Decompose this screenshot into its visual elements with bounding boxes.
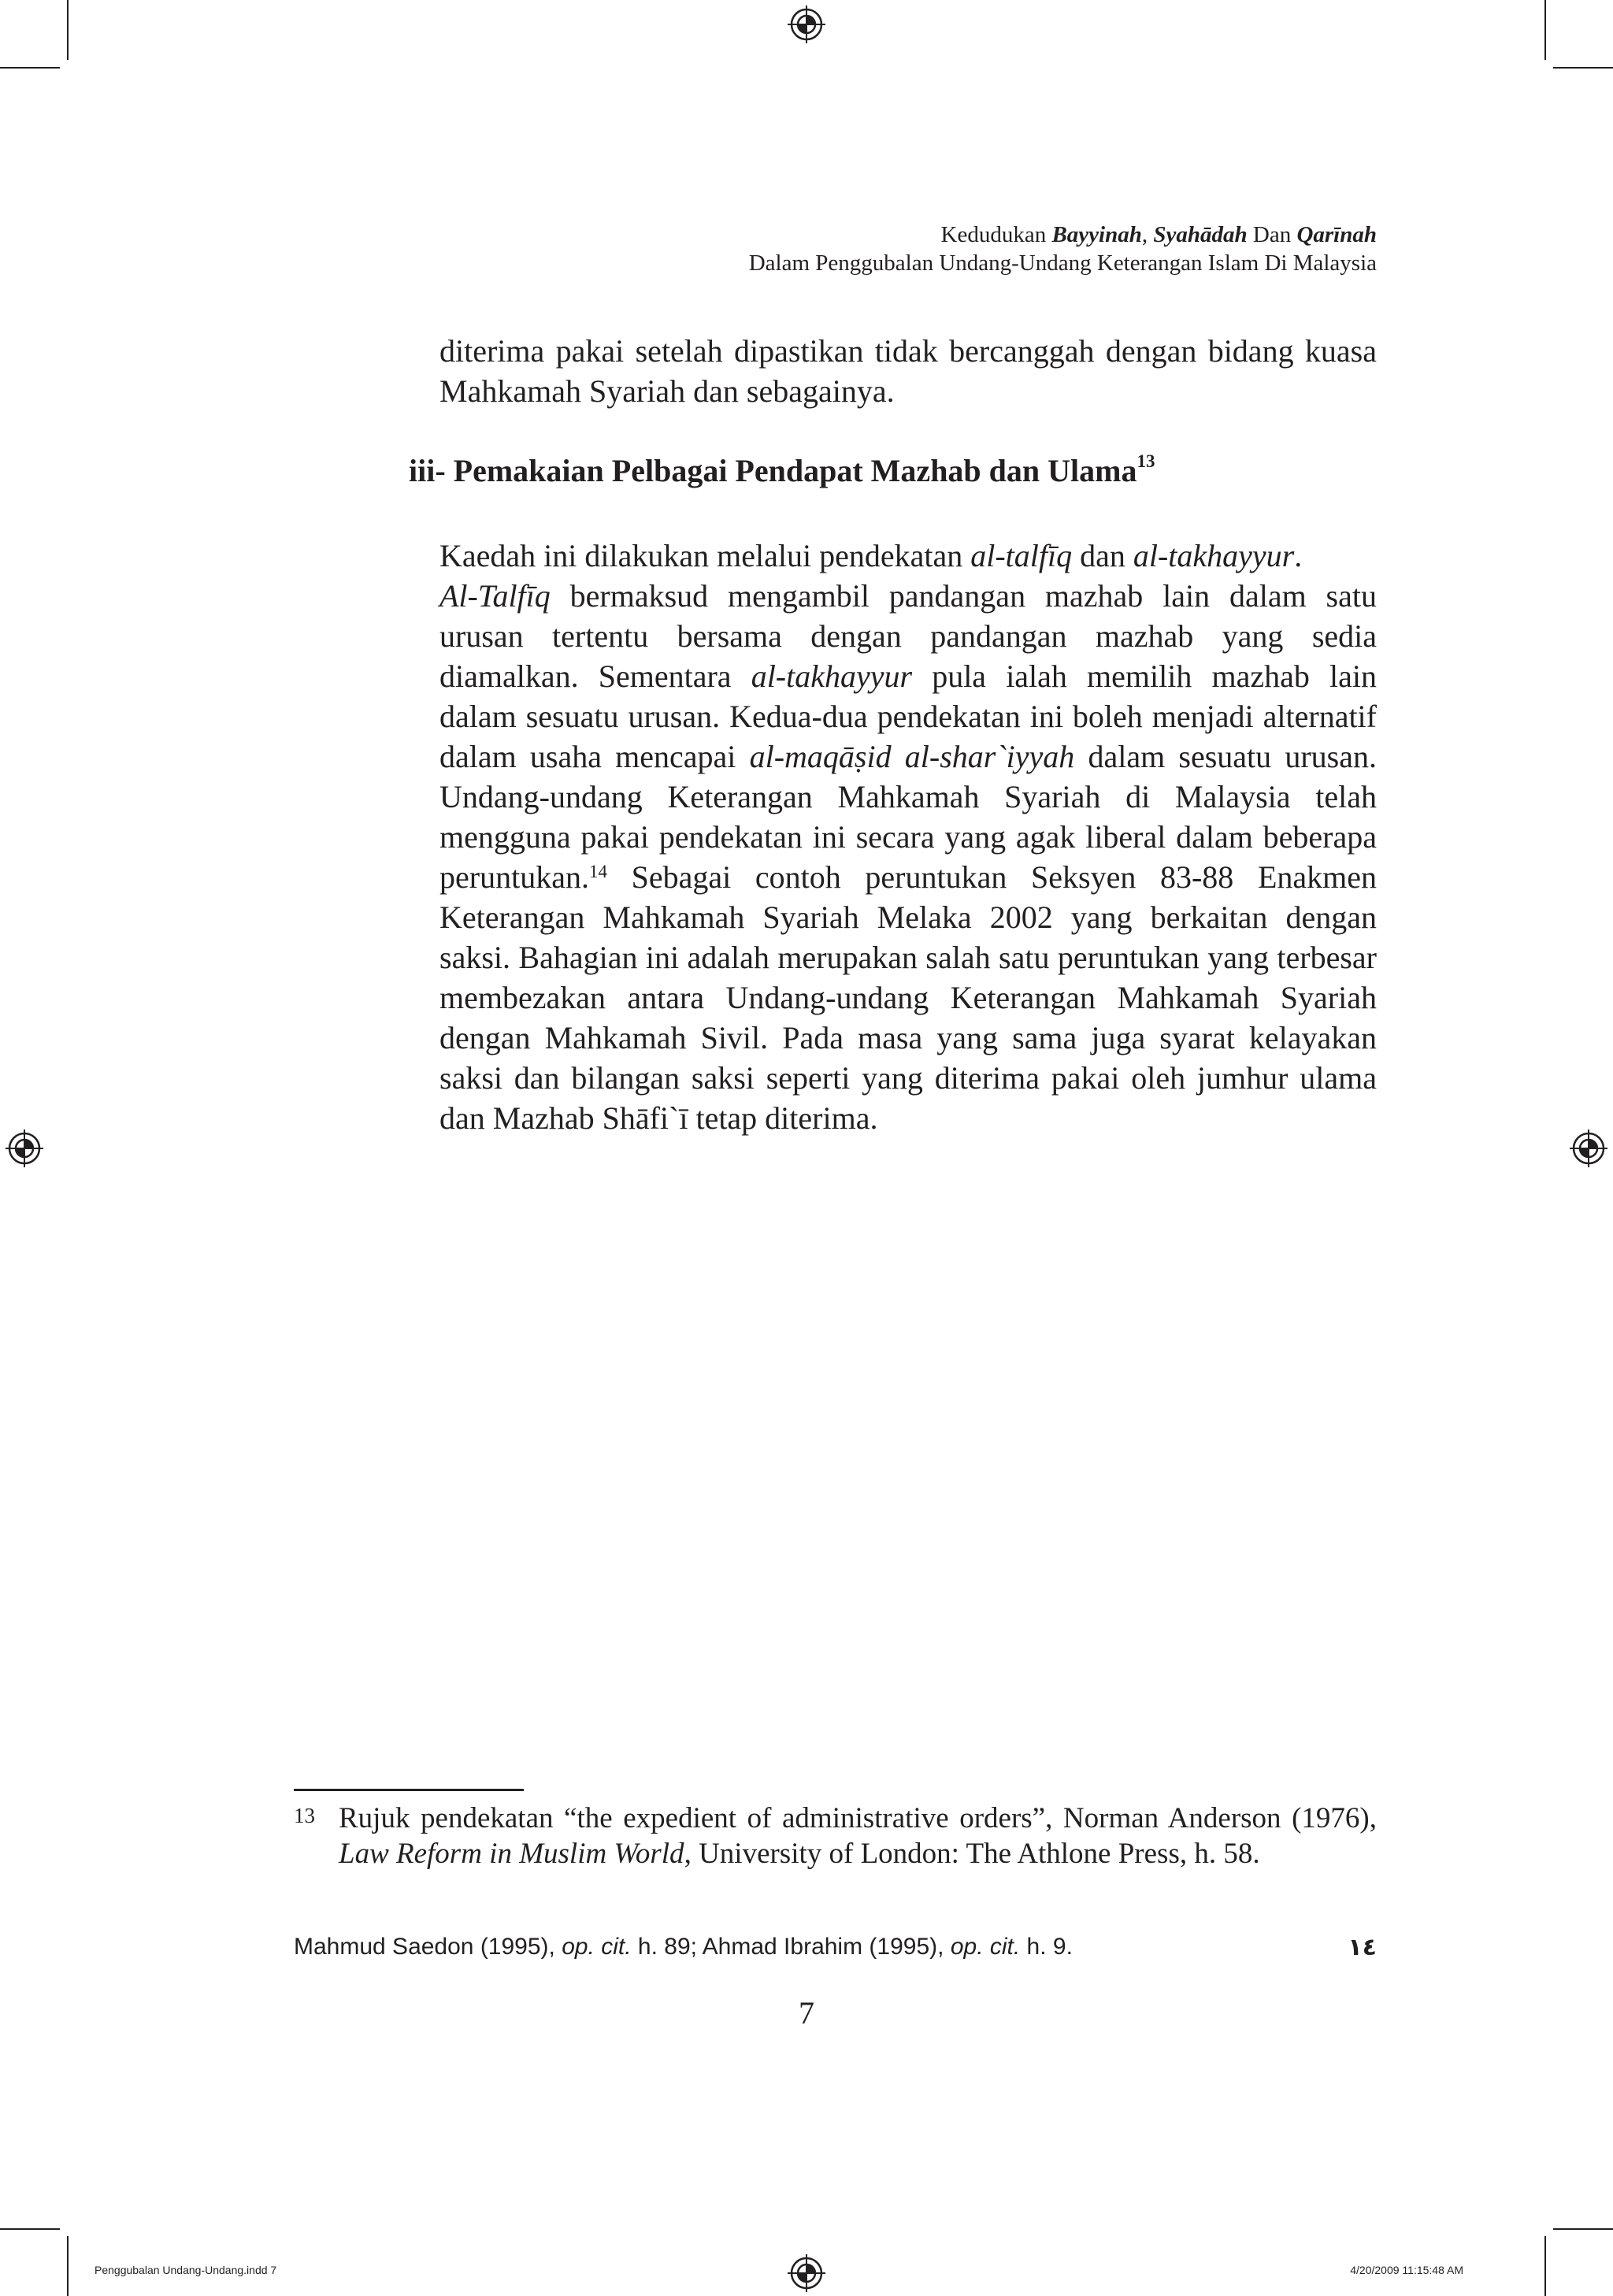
footnote-italic: op. cit. — [562, 1934, 632, 1960]
header-text: Dan — [1247, 222, 1297, 247]
slug-filename: Penggubalan Undang-Undang.indd 7 — [95, 2264, 277, 2276]
crop-mark — [0, 2228, 60, 2230]
section-heading-text: iii- Pemakaian Pelbagai Pendapat Mazhab dan Ulama — [409, 453, 1137, 488]
italic-term: al-talfīq — [970, 538, 1073, 573]
footnote-text-part: , University of London: The Athlone Press, h. 58. — [684, 1838, 1260, 1870]
footnote-reference: 14 — [588, 862, 607, 881]
registration-mark-icon — [788, 2254, 825, 2292]
registration-mark-icon — [1570, 1129, 1607, 1167]
italic-term: al-takhayyur — [751, 658, 913, 694]
footnote-14 — [294, 1934, 1377, 1960]
footnote-number: 13 — [294, 1804, 315, 1827]
registration-mark-icon — [6, 1129, 43, 1167]
body-text: Kaedah ini dilakukan melalui pendekatan — [439, 538, 971, 573]
footnote-book-title: Law Reform in Muslim World — [339, 1838, 684, 1870]
crop-mark — [1553, 2228, 1613, 2230]
footnote-text-part: h. 89; Ahmad Ibrahim (1995), — [631, 1934, 951, 1960]
footnote-text-part: h. 9. — [1020, 1934, 1073, 1960]
footnote-reference: 13 — [1137, 451, 1155, 471]
italic-term: al-takhayyur — [1133, 538, 1295, 573]
footnote-text-part: Rujuk pendekatan “the expedient of administrative orders”, Norman Anderson (1976), — [339, 1802, 1377, 1834]
footnote-text-part: Mahmud Saedon (1995), — [294, 1934, 562, 1960]
italic-term: al-maqāṣid al-shar`iyyah — [749, 739, 1075, 774]
italic-term: Al-Talfīq — [439, 578, 551, 614]
crop-mark — [0, 67, 60, 69]
body-text: bermaksud mengambil pandangan mazhab lain dalam satu urusan tertentu bersama dengan pandangan mazhab yang sedia diamalkan. Sementara — [439, 578, 1377, 694]
running-header-line-1 — [749, 221, 1377, 249]
header-text: Kedudukan — [940, 222, 1052, 247]
slug-timestamp: 4/20/2009 11:15:48 AM — [1350, 2264, 1463, 2276]
page-number: 7 — [799, 1995, 814, 2031]
footnote-13 — [294, 1801, 1377, 1871]
section-heading — [409, 452, 1155, 489]
registration-mark-icon — [788, 6, 825, 43]
footnote-divider — [294, 1789, 524, 1791]
footnote-italic: op. cit. — [950, 1934, 1021, 1960]
body-text: . — [1294, 538, 1303, 573]
footnote-text — [339, 1801, 1377, 1871]
header-term: Bayyinah — [1051, 222, 1142, 247]
header-text: , — [1141, 222, 1154, 247]
intro-paragraph: diterima pakai setelah dipastikan tidak bercanggah dengan bidang kuasa Mahkamah Syariah dan sebagainya. — [439, 333, 1377, 409]
crop-mark — [67, 2236, 69, 2296]
crop-mark — [67, 0, 69, 60]
header-term: Qarīnah — [1296, 222, 1377, 247]
body-paragraph — [439, 536, 1377, 1138]
crop-mark — [1553, 67, 1613, 69]
body-text: dalam sesuatu urusan. Undang-undang Keterangan Mahkamah Syariah di Malaysia telah mengguna pakai pendekatan ini secara yang agak liberal dalam beberapa peruntukan. — [439, 739, 1377, 895]
footnote-number: ١٤ — [1348, 1934, 1377, 1960]
crop-mark — [1544, 0, 1546, 60]
body-text: dan — [1072, 538, 1133, 573]
header-term: Syahādah — [1153, 222, 1248, 247]
running-header-line-2: Dalam Penggubalan Undang-Undang Keterangan Islam Di Malaysia — [748, 250, 1377, 276]
crop-mark — [1544, 2236, 1546, 2296]
running-header — [749, 221, 1377, 277]
body-text: Sebagai contoh peruntukan Seksyen 83-88 Enakmen Keterangan Mahkamah Syariah Melaka 2002 yang berkaitan dengan saksi. Bahagian ini adalah merupakan salah satu peruntukan yang terbesar membezakan antara Undang-undang Keterangan Mahkamah Syariah dengan Mahkamah Sivil. Pada masa yang sama juga syarat kelayakan saksi dan bilangan saksi seperti yang diterima pakai oleh jumhur ulama dan Mazhab Shāfi`ī tetap diterima. — [439, 859, 1377, 1136]
body-text: pula ialah memilih mazhab lain dalam sesuatu urusan. Kedua-dua pendekatan ini boleh menjadi alternatif dalam usaha mencapai — [439, 658, 1377, 774]
